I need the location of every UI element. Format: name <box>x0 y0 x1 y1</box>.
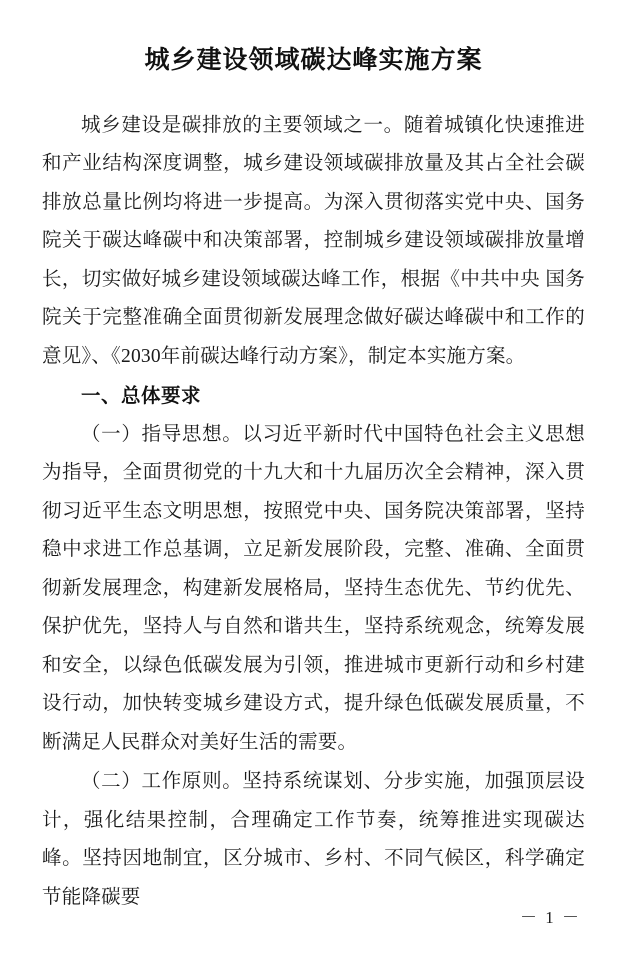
section-heading-general-requirements: 一、总体要求 <box>81 385 202 407</box>
paragraph-work-principles: （二）工作原则。坚持系统谋划、分步实施，加强顶层设计，强化结果控制，合理确定工作节奏，统筹推进实现碳达峰。坚持因地制宜，区分城市、乡村、不同气候区，科学确定节能降碳要 <box>42 771 585 908</box>
paragraph-guiding-ideology: （一）指导思想。以习近平新时代中国特色社会主义思想为指导，全面贯彻党的十九大和十九届历次全会精神，深入贯彻习近平生态文明思想，按照党中央、国务院决策部署，坚持稳中求进工作总基调，立足新发展阶段，完整、准确、全面贯彻新发展理念，构建新发展格局，坚持生态优先、节约优先、保护优先，坚持人与自然和谐共生，坚持系统观念，统筹发展和安全，以绿色低碳发展为引领，推进城市更新行动和乡村建设行动，加快转变城乡建设方式，提升绿色低碳发展质量，不断满足人民群众对美好生活的需要。 <box>42 423 585 753</box>
paragraph-intro: 城乡建设是碳排放的主要领域之一。随着城镇化快速推进和产业结构深度调整，城乡建设领域碳排放量及其占全社会碳排放总量比例均将进一步提高。为深入贯彻落实党中央、国务院关于碳达峰碳中和决策部署，控制城乡建设领域碳排放量增长，切实做好城乡建设领域碳达峰工作，根据《中共中央 国务院关于完整准确全面贯彻新发展理念做好碳达峰碳中和工作的意见》、《2030年前碳达峰行动方案》，制定本实施方案。 <box>42 114 585 367</box>
page-number: － 1 － <box>520 908 581 927</box>
page-title: 城乡建设领域碳达峰实施方案 <box>144 46 483 74</box>
